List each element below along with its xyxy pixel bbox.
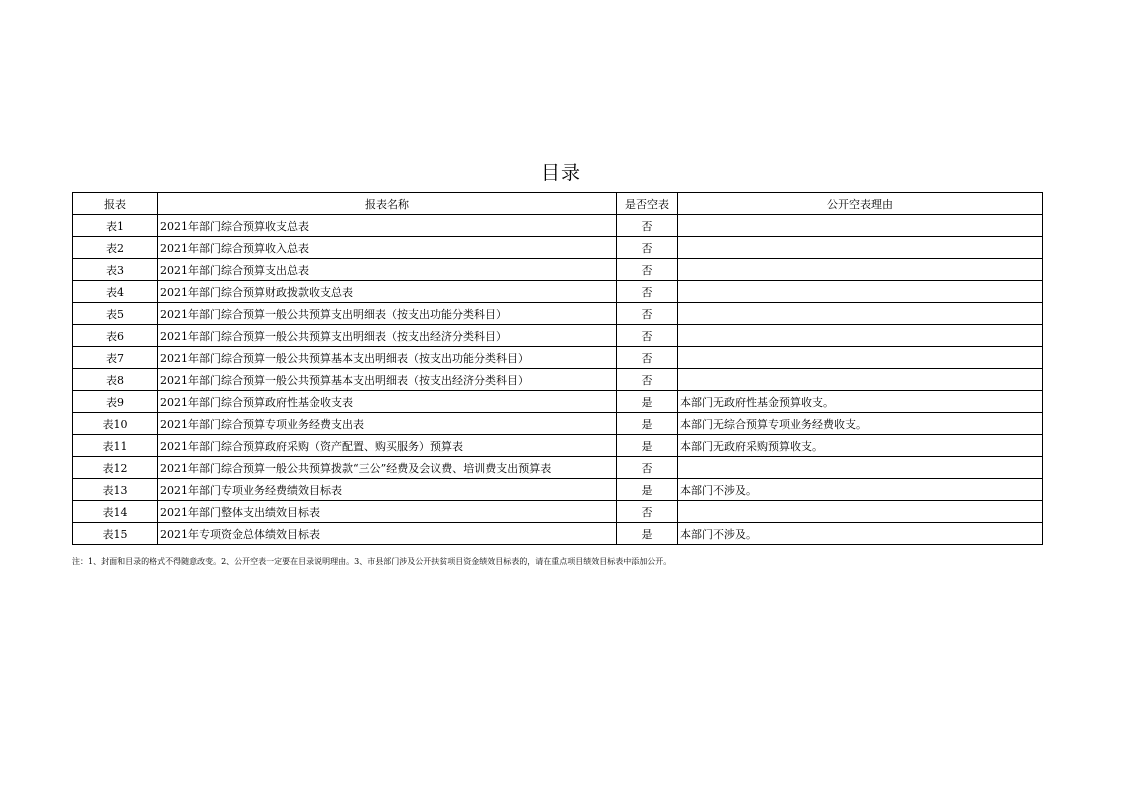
table-row [73,347,1043,369]
header-is-empty: 是否空表 [617,193,678,215]
table-row [73,523,1043,545]
table-row [73,281,1043,303]
empty-reason: 本部门无综合预算专项业务经费收支。 [678,413,1043,435]
empty-reason [678,347,1043,369]
empty-reason: 本部门不涉及。 [678,523,1043,545]
report-name: 2021年部门专项业务经费绩效目标表 [158,479,617,501]
empty-reason: 本部门无政府采购预算收支。 [678,435,1043,457]
report-id: 表9 [73,391,158,413]
empty-reason [678,237,1043,259]
empty-reason [678,501,1043,523]
report-name: 2021年部门综合预算专项业务经费支出表 [158,413,617,435]
report-name: 2021年部门综合预算政府采购（资产配置、购买服务）预算表 [158,435,617,457]
is-empty: 否 [617,237,678,259]
table-row [73,259,1043,281]
report-name: 2021年部门综合预算一般公共预算基本支出明细表（按支出功能分类科目） [158,347,617,369]
empty-reason: 本部门无政府性基金预算收支。 [678,391,1043,413]
is-empty: 否 [617,259,678,281]
table-row [73,303,1043,325]
empty-reason [678,281,1043,303]
table-row [73,391,1043,413]
report-id: 表8 [73,369,158,391]
is-empty: 否 [617,369,678,391]
report-id: 表2 [73,237,158,259]
table-row [73,325,1043,347]
empty-reason [678,259,1043,281]
report-id: 表13 [73,479,158,501]
footnote: 注：1、封面和目录的格式不得随意改变。2、公开空表一定要在目录说明理由。3、市县部门涉及公开扶贫项目资金绩效目标表的，请在重点项目绩效目标表中添加公开。 [72,557,672,566]
report-id: 表5 [73,303,158,325]
report-id: 表4 [73,281,158,303]
report-name: 2021年部门综合预算一般公共预算支出明细表（按支出经济分类科目） [158,325,617,347]
report-name: 2021年部门整体支出绩效目标表 [158,501,617,523]
header-report-name: 报表名称 [158,193,617,215]
table-header-row [73,193,1043,215]
report-name: 2021年部门综合预算支出总表 [158,259,617,281]
report-name: 2021年部门综合预算政府性基金收支表 [158,391,617,413]
catalog-table [72,192,1043,545]
table-row [73,413,1043,435]
is-empty: 否 [617,303,678,325]
report-name: 2021年部门综合预算一般公共预算拨款“三公”经费及会议费、培训费支出预算表 [158,457,617,479]
table-row [73,435,1043,457]
is-empty: 是 [617,523,678,545]
report-name: 2021年部门综合预算一般公共预算支出明细表（按支出功能分类科目） [158,303,617,325]
is-empty: 否 [617,215,678,237]
is-empty: 否 [617,501,678,523]
empty-reason [678,325,1043,347]
is-empty: 是 [617,435,678,457]
report-name: 2021年部门综合预算收入总表 [158,237,617,259]
report-name: 2021年部门综合预算收支总表 [158,215,617,237]
empty-reason [678,457,1043,479]
header-report-id: 报表 [73,193,158,215]
table-row [73,215,1043,237]
report-id: 表7 [73,347,158,369]
empty-reason [678,303,1043,325]
report-id: 表10 [73,413,158,435]
report-id: 表15 [73,523,158,545]
report-id: 表11 [73,435,158,457]
is-empty: 是 [617,479,678,501]
header-empty-reason: 公开空表理由 [678,193,1043,215]
report-id: 表1 [73,215,158,237]
is-empty: 否 [617,281,678,303]
report-id: 表6 [73,325,158,347]
is-empty: 是 [617,391,678,413]
is-empty: 否 [617,347,678,369]
report-id: 表14 [73,501,158,523]
table-row [73,501,1043,523]
is-empty: 否 [617,457,678,479]
is-empty: 否 [617,325,678,347]
table-row [73,237,1043,259]
empty-reason: 本部门不涉及。 [678,479,1043,501]
empty-reason [678,215,1043,237]
report-name: 2021年部门综合预算一般公共预算基本支出明细表（按支出经济分类科目） [158,369,617,391]
report-name: 2021年部门综合预算财政拨款收支总表 [158,281,617,303]
table-row [73,369,1043,391]
table-row [73,479,1043,501]
is-empty: 是 [617,413,678,435]
report-name: 2021年专项资金总体绩效目标表 [158,523,617,545]
table-row [73,457,1043,479]
report-id: 表12 [73,457,158,479]
empty-reason [678,369,1043,391]
page-title: 目录 [540,162,581,184]
report-id: 表3 [73,259,158,281]
